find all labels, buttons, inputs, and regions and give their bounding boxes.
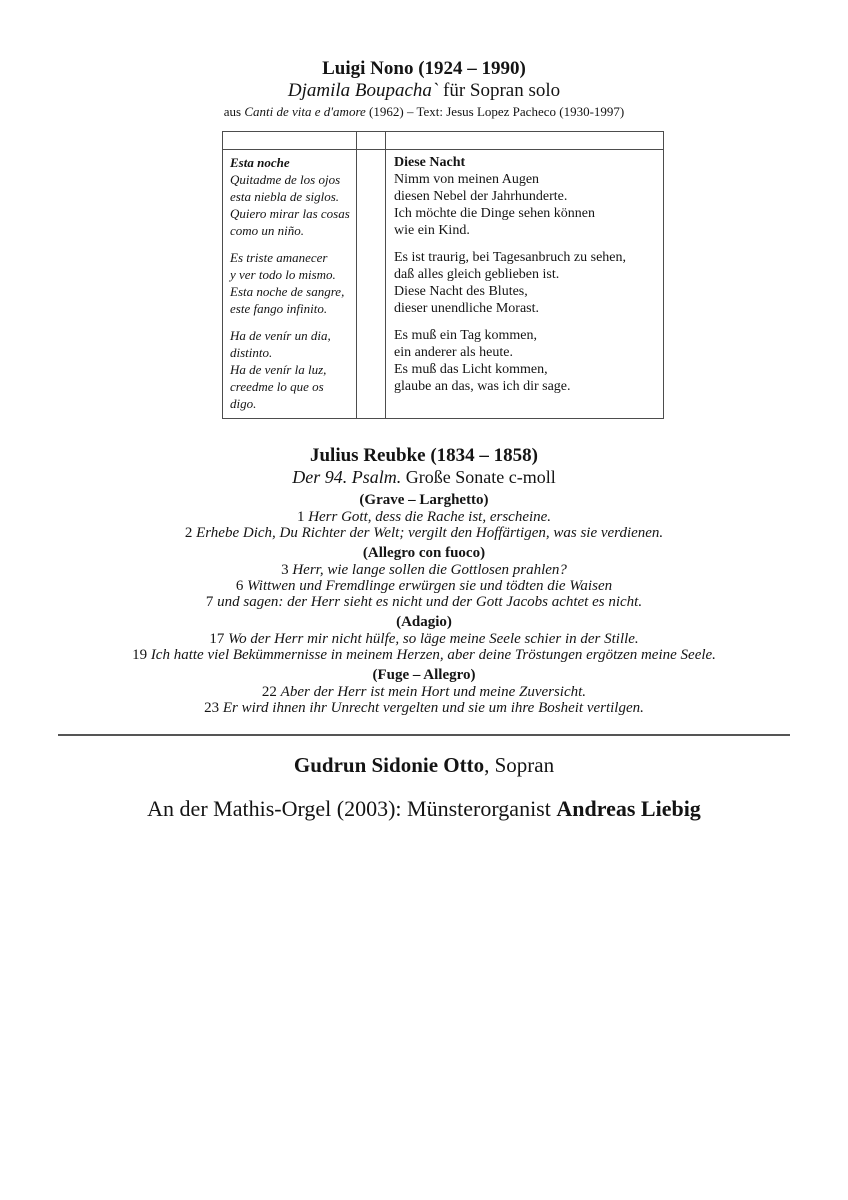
organ-description: An der Mathis-Orgel (2003): Münsterorganist	[147, 796, 551, 821]
german-translation-column	[386, 150, 664, 419]
poem-line: Ha de venír la luz,	[230, 362, 327, 377]
verse-number: 2	[184, 525, 193, 541]
verse-text: Herr, wie lange sollen die Gottlosen prahlen?	[292, 562, 567, 578]
poem-line: dieser unendliche Morast.	[394, 301, 540, 316]
verse-text: und sagen: der Herr sieht es nicht und der Gott Jacobs achtet es nicht.	[217, 594, 643, 610]
poem-line: y ver todo lo mismo.	[230, 267, 336, 282]
nono-source-rest: (1962) – Text: Jesus Lopez Pacheco (1930-1997)	[369, 104, 625, 119]
movement-heading: (Grave – Larghetto)	[359, 492, 489, 508]
nono-work-title-italic: Djamila Boupacha`	[287, 80, 439, 101]
nono-header	[0, 0, 848, 120]
verse-number: 3	[281, 562, 289, 578]
spacer-cell	[223, 132, 357, 150]
table-spacer-row	[223, 132, 664, 150]
spacer-cell	[357, 132, 386, 150]
verse-number: 1	[296, 509, 305, 525]
table-gap-column	[357, 150, 386, 419]
poem-line: Es muß ein Tag kommen,	[394, 328, 538, 343]
nono-work-source	[0, 103, 848, 120]
verse-text: Wittwen und Fremdlinge erwürgen sie und tödten die Waisen	[247, 578, 613, 594]
nono-work-title-rest: für Sopran solo	[443, 80, 561, 101]
psalm-verse	[0, 647, 848, 663]
reubke-work-title	[0, 467, 848, 488]
german-stanza	[394, 249, 657, 317]
poem-line: como un niño.	[230, 223, 305, 238]
organist-credit	[0, 795, 848, 823]
movement-heading: (Adagio)	[396, 614, 452, 630]
divider-rule	[58, 734, 790, 736]
soprano-role: , Sopran	[484, 753, 555, 777]
poem-line: Diese Nacht des Blutes,	[394, 284, 528, 299]
poem-line: Es ist traurig, bei Tagesanbruch zu sehen,	[394, 250, 627, 265]
verse-number: 22	[261, 684, 277, 700]
nono-source-cycle: Canti de vita e d'amore	[244, 104, 366, 119]
verse-text: Herr Gott, dess die Rache ist, erscheine.	[308, 509, 552, 525]
spanish-stanza	[230, 249, 350, 317]
poem-translation-table	[222, 131, 664, 419]
poem-line: Es muß das Licht kommen,	[394, 362, 548, 377]
psalm-verse	[0, 684, 848, 700]
verse-number: 23	[204, 700, 220, 716]
verse-text: Erhebe Dich, Du Richter der Welt; vergilt den Hoffärtigen, was sie verdienen.	[196, 525, 664, 541]
poem-line: esta niebla de siglos.	[230, 189, 340, 204]
soprano-name: Gudrun Sidonie Otto	[293, 753, 485, 777]
poem-line: Ich möchte die Dinge sehen können	[394, 206, 595, 221]
poem-line: ein anderer als heute.	[394, 345, 513, 360]
spanish-poem-title: Esta noche	[230, 155, 290, 170]
reubke-composer-name: Julius Reubke (1834 – 1858)	[309, 445, 539, 466]
nono-work-title	[0, 80, 848, 102]
poem-line: Ha de venír un dia,	[230, 328, 331, 343]
poem-line: Es triste amanecer	[230, 250, 328, 265]
nono-source-prefix: aus	[223, 104, 242, 119]
verse-number: 17	[209, 631, 225, 647]
reubke-work-title-italic: Der 94. Psalm.	[292, 467, 402, 487]
poem-line: Quiero mirar las cosas	[230, 206, 350, 221]
verse-number: 6	[235, 578, 244, 594]
reubke-work-title-rest: Große Sonate c-moll	[405, 467, 556, 487]
poem-line: este fango infinito.	[230, 301, 328, 316]
verse-number: 19	[132, 647, 148, 663]
spanish-poem-column	[223, 150, 357, 419]
poem-line: creedme lo que os digo.	[230, 379, 324, 411]
soprano-credit	[0, 752, 848, 778]
spanish-stanza	[230, 171, 350, 239]
poem-line: wie ein Kind.	[394, 223, 470, 238]
verse-number: 7	[205, 594, 214, 610]
poem-line: Esta noche de sangre,	[230, 284, 345, 299]
movement-heading: (Allegro con fuoco)	[362, 545, 486, 561]
psalm-verse	[0, 631, 848, 647]
verse-text: Ich hatte viel Bekümmernisse in meinem Herzen, aber deine Tröstungen ergötzen meine Seele.	[150, 647, 716, 663]
verse-text: Er wird ihnen ihr Unrecht vergelten und sie um ihre Bosheit vertilgen.	[222, 700, 644, 716]
german-stanza	[394, 327, 657, 395]
poem-line: distinto.	[230, 345, 273, 360]
poem-line: diesen Nebel der Jahrhunderte.	[394, 189, 568, 204]
psalm-verse	[0, 578, 848, 594]
psalm-verse	[0, 509, 848, 525]
reubke-section	[0, 445, 848, 716]
psalm-verse	[0, 594, 848, 610]
verse-text: Aber der Herr ist mein Hort und meine Zuversicht.	[280, 684, 587, 700]
psalm-verse	[0, 562, 848, 578]
movement-heading: (Fuge – Allegro)	[372, 667, 476, 683]
organist-name: Andreas Liebig	[556, 796, 701, 821]
nono-composer-name: Luigi Nono (1924 – 1990)	[322, 58, 526, 79]
poem-line: Quitadme de los ojos	[230, 172, 341, 187]
verse-text: Wo der Herr mir nicht hülfe, so läge meine Seele schier in der Stille.	[228, 631, 639, 647]
spanish-stanza	[230, 327, 350, 412]
psalm-verse	[0, 700, 848, 716]
german-stanza	[394, 171, 657, 239]
poem-line: glaube an das, was ich dir sage.	[394, 379, 571, 394]
poem-line: daß alles gleich geblieben ist.	[394, 267, 560, 282]
poem-row	[223, 150, 664, 419]
psalm-verse	[0, 525, 848, 541]
german-poem-title: Diese Nacht	[394, 155, 466, 170]
spacer-cell	[386, 132, 664, 150]
poem-line: Nimm von meinen Augen	[394, 172, 540, 187]
